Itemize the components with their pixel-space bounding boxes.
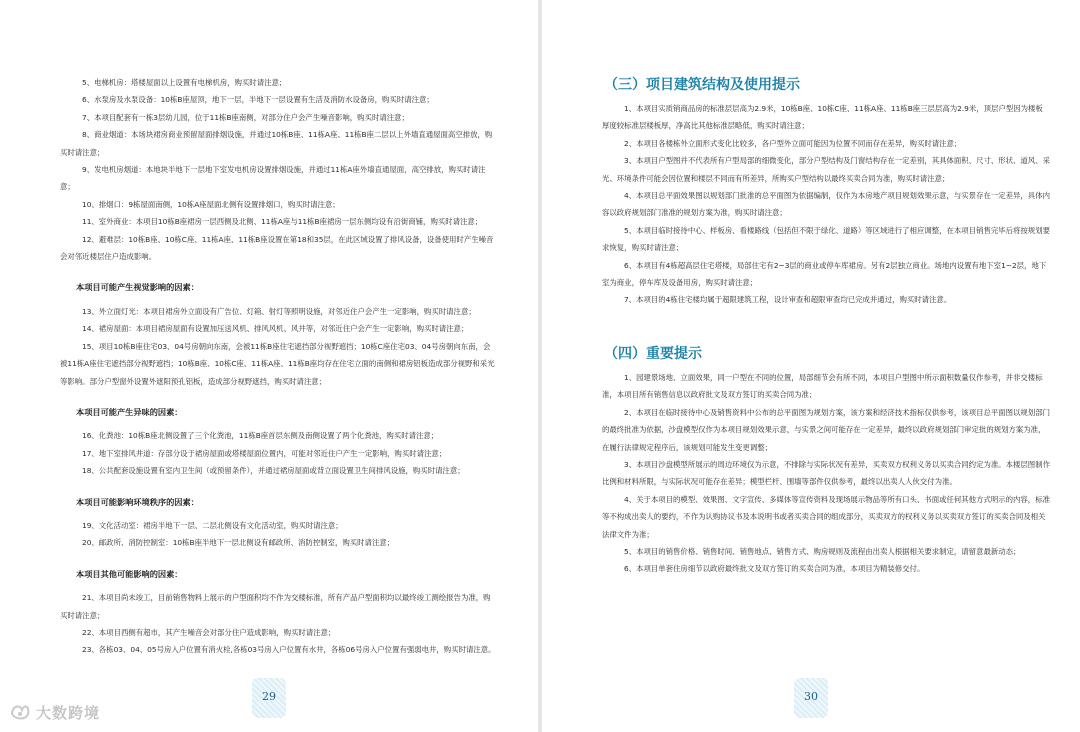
paragraph: 15、项目10栋B座住宅03、04号房朝向东南，会被11栋B座住宅遮挡部分视野遮挡；10栋C座住宅03、04号房朝向东南，会被11栋A座住宅遮挡部分视野遮挡；10栋B座、10栋C座、11栋A座、11栋B座均存在住宅立面的南侧和裙房铝板造成部分视野和采光等影响。部分户型窗外设置外遮阳预孔铝板，造成部分视野遮挡，购买时请注意； [60, 341, 495, 386]
paragraph: 3、本项目沙盘模型所展示的周边环境仅为示意，不排除与实际状况有差异，买卖双方权利义务以买卖合同约定为准。本楼层图制作比例和材料所限，与实际状况可能存在差异；模型栏杆、围墙等部件仅供参考，最终以出卖人人伙交付为准。 [602, 459, 1050, 487]
paragraph-group-a [60, 74, 496, 265]
paragraph: 1、园建景场地、立面效果，同一户型在不同的位置，局部细节会有所不同，本项目户型图中所示面积数量仅作参考，并非交楼标准，本项目所有销售信息以政府批文及双方签订的买卖合同为准； [602, 372, 1043, 400]
paragraph: 6、本项目有4栋超高层住宅塔楼，局部住宅有2~3层的商业或停车库裙房。另有2层独立商业。场地内设置有地下室1~2层，地下室为商业，停车库及设备用房，购买时请注意； [602, 260, 1047, 288]
paragraph-group-e [60, 589, 496, 659]
paragraph: 19、文化活动室：裙房半地下一层、二层北侧设有文化活动室，购买时请注意； [82, 520, 343, 530]
paragraph: 7、本项目的4栋住宅楼均属于超限建筑工程，设计审查和超限审查均已完成并通过，购买时请注意。 [624, 295, 952, 305]
section-title-4: （四）重要提示 [604, 345, 702, 362]
subheading-other: 本项目其他可能影响的因素： [76, 568, 183, 579]
right-page [542, 0, 1080, 732]
paragraph: 6、本项目单套住房细节以政府最终批文及双方签订的买卖合同为准，本项目为精装修交付。 [624, 564, 925, 574]
paragraph-group-d [60, 517, 496, 552]
section-3-paragraphs [602, 100, 1050, 309]
paragraph: 2、本项目在临时接待中心及销售资料中公布的总平面图为规划方案，该方案和经济技术指标仅供参考，该项目总平面图以规划部门的最终批准为依据，沙盘模型仅作为本项目规划效果示意，与实景之间可能存在一定差异，最终以政府规划部门审定批的规划方案为准，在履行法律规定程序后，该规划可能发生变更调整； [602, 407, 1050, 452]
paragraph: 17、地下室排风井道：存部分设于裙房屋面或塔楼屋面位置内，可能对邻近住户产生一定影响，购买时请注意； [82, 448, 447, 458]
paragraph: 4、关于本项目的模型、效果图、文字宣传、多媒体等宣传资料及现场展示物品等所有口头、书面或任何其他方式明示的内容，标准等不构成出卖人的要约，不作为认购协议书及本说明书或者买卖合同的组成部分，买卖双方的权利义务以买卖双方签订的买卖合同及相关法律文件为准； [602, 494, 1050, 539]
paragraph: 11、室外商业：本项目10栋B座裙房一层西侧及北侧、11栋A座与11栋B座裙房一层东侧均设有沿街商铺，购买时请注意； [82, 217, 483, 227]
paragraph: 1、本项目实质销商品房的标准层层高为2.9米，10栋B座、10栋C座、11栋A座、11栋B座三层层高为2.9米，顶层户型因为楼板厚度较标准层楼板厚，净高比其他标准层略低，购买时请注意； [602, 104, 1043, 131]
watermark-logo-icon [8, 700, 32, 724]
paragraph: 6、水泵房及水泵设备：10栋B座屋顶，地下一层，半地下一层设置有生活及消防水设备房，购买时请注意； [82, 95, 434, 105]
page-number: 30 [804, 690, 818, 703]
paragraph: 21、本项目尚未竣工，目前销售物料上展示的户型面积均不作为交楼标准，所有产品户型面积均以最终竣工测绘报告为准，购买时请注意； [60, 593, 491, 620]
watermark [8, 700, 100, 724]
paragraph: 22、本项目西侧有超市，其产生噪音会对部分住户造成影响，购买时请注意； [82, 627, 336, 637]
paragraph: 2、本项目各楼栋外立面形式变化比较多，各户型外立面可能因为位置不同而存在差异，购买时请注意； [624, 138, 962, 148]
paragraph: 16、化粪池：10栋B座北侧设置了三个化粪池，11栋B座首层东侧及南侧设置了两个化粪池，购买时请注意； [82, 431, 439, 441]
paragraph: 3、本项目户型图并不代表所有户型局部的细微变化，部分户型结构及门窗结构存在一定差别，其具体面积、尺寸、形状、道风、采光、环境条件可能会因位置和楼层不同而有所差异，所购买户型结构以最终买卖合同为准，购买时请注意； [602, 156, 1050, 183]
paragraph: 7、本项目配套有一栋3层幼儿园，位于11栋B座南侧，对部分住户会产生噪音影响，购买时请注意； [82, 112, 409, 122]
left-page-content [60, 74, 496, 659]
subheading-odor: 本项目可能产生异味的因素： [76, 406, 183, 417]
subheading-visual: 本项目可能产生视觉影响的因素： [76, 282, 199, 293]
paragraph-group-c [60, 427, 496, 479]
paragraph: 9、发电机房烟道：本地块半地下一层地下室发电机房设置排烟设施，并通过11栋A座外墙直通屋面，高空排放，购买时请注意； [60, 165, 486, 192]
paragraph: 5、本项目临时接待中心、样板房、看楼路线（包括但不限于绿化、道路）等区域进行了相应调整，在本项目销售完毕后将按规划要求恢复，购买时请注意； [602, 225, 1050, 253]
paragraph: 13、外立面灯光：本项目裙房外立面设有广告位、灯箱、射灯等照明设施，对邻近住户会产生一定影响，购买时请注意； [82, 306, 476, 316]
paragraph-group-b [60, 303, 496, 390]
paragraph: 5、本项目的销售价格、销售时间、销售地点、销售方式、购房规则及流程由出卖人根据相关要求制定，请留意最新动态； [624, 546, 1021, 556]
paragraph: 12、避难层：10栋B座、10栋C座、11栋A座、11栋B座设置在第18和35层，在此区域设置了排风设备，设备使用时产生噪音会对邻近楼层住户造成影响。 [60, 234, 494, 262]
paragraph: 8、商业烟道：本场块裙房商业预留屋面排烟设施，并通过10栋B座、11栋A座、11栋B座二层以上外墙直通屋面高空排放，购买时请注意； [60, 130, 493, 157]
paragraph: 10、排烟口：9栋屋面南侧，10栋A座屋面北侧有设置排烟口，购买时请注意； [82, 199, 340, 209]
page-number-badge [252, 678, 286, 718]
right-page-content [602, 74, 1050, 578]
left-page [0, 0, 538, 732]
paragraph: 4、本项目总平面效果图以规划部门批准的总平面图为依据编制，仅作为本房地产项目规划效果示意，与实景存在一定差异，具体内容以政府规划部门准准的规划方案为准，购买时请注意； [602, 191, 1050, 218]
paragraph: 20、邮政所、消防控制室：10栋B座半地下一层北侧设有邮政所、消防控制室，购买时请注意； [82, 538, 395, 548]
subheading-order: 本项目可能影响环境秩序的因素： [76, 496, 199, 507]
paragraph: 14、裙房屋面：本项目裙房屋面有设置加压送风机、排风风机、风井等，对邻近住户会产生一定影响，购买时请注意； [82, 324, 469, 334]
paragraph: 18、公共配套设施设置有室内卫生间（或预留条件），并通过裙房屋面或背立面设置卫生间排风设施，购买时请注意； [82, 466, 465, 476]
section-title-3: （三）项目建筑结构及使用提示 [604, 77, 800, 93]
paragraph: 5、电梯机房：塔楼屋面以上设置有电梯机房，购买时请注意； [82, 78, 287, 87]
section-4-paragraphs [602, 369, 1050, 578]
page-number-badge [794, 678, 828, 718]
page-number: 29 [262, 690, 276, 703]
paragraph: 23、各栋03、04、05号房入户位置有消火栓,各栋03号房入户位置有水井，各栋06号房入户位置有强弱电井，购买时请注意。 [82, 645, 496, 655]
watermark-text: 大数跨境 [36, 703, 101, 722]
